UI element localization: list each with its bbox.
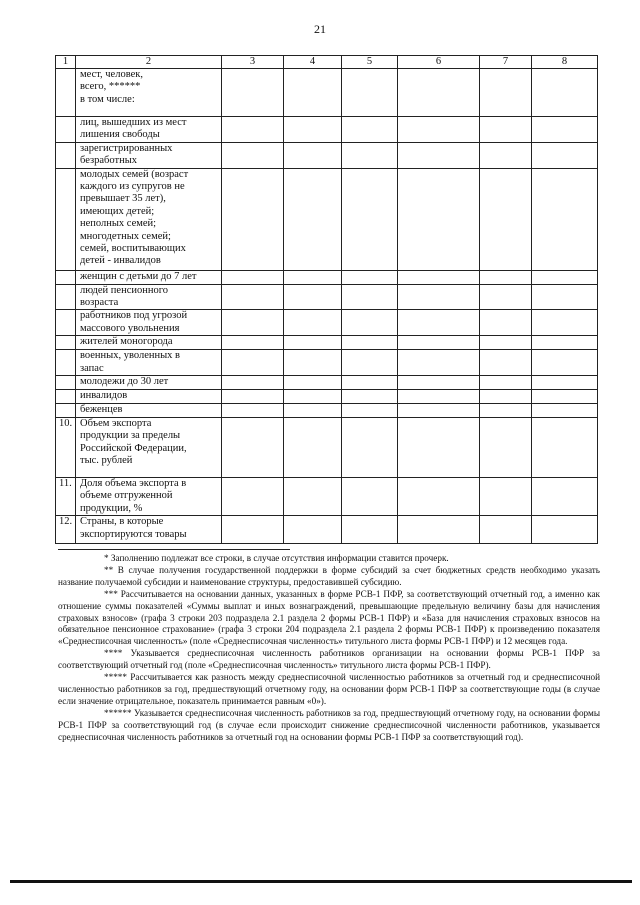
empty-cell	[398, 284, 480, 310]
empty-cell	[532, 418, 598, 478]
row-label: молодежи до 30 лет	[76, 376, 222, 390]
row-label: работников под угрозой массового увольнения	[76, 310, 222, 336]
empty-cell	[342, 270, 398, 284]
row-label: людей пенсионного возраста	[76, 284, 222, 310]
empty-cell	[398, 376, 480, 390]
column-header: 7	[480, 56, 532, 69]
empty-cell	[222, 418, 284, 478]
empty-cell	[342, 117, 398, 143]
empty-cell	[342, 478, 398, 516]
empty-cell	[284, 350, 342, 376]
column-header: 3	[222, 56, 284, 69]
empty-cell	[398, 350, 480, 376]
table-row	[56, 284, 598, 310]
empty-cell	[398, 310, 480, 336]
empty-cell	[222, 478, 284, 516]
empty-cell	[398, 516, 480, 544]
row-number	[56, 390, 76, 404]
empty-cell	[222, 390, 284, 404]
row-label: молодых семей (возраст каждого из супругов не превышает 35 лет), имеющих детей; неполных семей; многодетных семей; семей, воспитывающих детей - инвалидов	[76, 168, 222, 270]
empty-cell	[342, 404, 398, 418]
table-row	[56, 418, 598, 478]
empty-cell	[532, 310, 598, 336]
empty-cell	[342, 516, 398, 544]
row-number: 11.	[56, 478, 76, 516]
row-number	[56, 142, 76, 168]
row-number: 10.	[56, 418, 76, 478]
row-number	[56, 376, 76, 390]
empty-cell	[480, 478, 532, 516]
empty-cell	[532, 270, 598, 284]
empty-cell	[284, 284, 342, 310]
empty-cell	[284, 310, 342, 336]
empty-cell	[398, 270, 480, 284]
table-row	[56, 516, 598, 544]
table-row	[56, 117, 598, 143]
row-number	[56, 270, 76, 284]
empty-cell	[222, 350, 284, 376]
empty-cell	[222, 117, 284, 143]
empty-cell	[284, 336, 342, 350]
empty-cell	[398, 390, 480, 404]
empty-cell	[284, 117, 342, 143]
empty-cell	[480, 270, 532, 284]
row-label: женщин с детьми до 7 лет	[76, 270, 222, 284]
empty-cell	[398, 142, 480, 168]
empty-cell	[222, 310, 284, 336]
empty-cell	[284, 142, 342, 168]
table-row	[56, 404, 598, 418]
empty-cell	[284, 404, 342, 418]
row-label: зарегистрированных безработных	[76, 142, 222, 168]
table-row	[56, 310, 598, 336]
empty-cell	[532, 390, 598, 404]
row-label: военных, уволенных в запас	[76, 350, 222, 376]
table-row	[56, 168, 598, 270]
empty-cell	[532, 404, 598, 418]
table-row	[56, 69, 598, 117]
empty-cell	[480, 168, 532, 270]
empty-cell	[284, 270, 342, 284]
column-header: 2	[76, 56, 222, 69]
footnote-separator	[58, 549, 290, 550]
empty-cell	[480, 404, 532, 418]
empty-cell	[284, 69, 342, 117]
empty-cell	[222, 270, 284, 284]
empty-cell	[398, 478, 480, 516]
row-label: беженцев	[76, 404, 222, 418]
column-header: 8	[532, 56, 598, 69]
row-label: Страны, в которые экспортируются товары	[76, 516, 222, 544]
empty-cell	[398, 69, 480, 117]
row-label: инвалидов	[76, 390, 222, 404]
empty-cell	[284, 168, 342, 270]
empty-cell	[284, 478, 342, 516]
empty-cell	[342, 69, 398, 117]
empty-cell	[222, 284, 284, 310]
data-table	[55, 55, 598, 544]
empty-cell	[342, 168, 398, 270]
row-label: мест, человек, всего, ****** в том числе:	[76, 69, 222, 117]
empty-cell	[532, 69, 598, 117]
empty-cell	[480, 516, 532, 544]
row-number	[56, 117, 76, 143]
empty-cell	[342, 142, 398, 168]
table-row	[56, 350, 598, 376]
table-row	[56, 376, 598, 390]
table-header-row	[56, 56, 598, 69]
empty-cell	[284, 418, 342, 478]
row-number	[56, 404, 76, 418]
empty-cell	[480, 284, 532, 310]
empty-cell	[532, 117, 598, 143]
table-row	[56, 142, 598, 168]
footnote: ****** Указывается среднесписочная численность работников за год, предшествующий отчетному году, на основании формы РСВ-1 ПФР за соответствующий год (в случае если происходит снижение среднесписочной численности работников, указывается среднесписочная численность работников за отчетный год на основании формы РСВ-1 ПФР за соответствующий год).	[58, 707, 600, 742]
empty-cell	[342, 418, 398, 478]
empty-cell	[480, 142, 532, 168]
table-row	[56, 478, 598, 516]
footnotes	[58, 553, 600, 744]
footnote: *** Рассчитывается на основании данных, указанных в форме РСВ-1 ПФР, за соответствующий отчетный год, а именно как отношение суммы показателей «Суммы выплат и иных вознаграждений, превышающие предельную величину базы для начисления страховых взносов» (графа 3 строки 203 подраздела 2.1 раздела 2 формы РСВ-1 ПФР) и «База для начисления страховых взносов на обязательное пенсионное страхование» (графа 3 строки 204 подраздела 2.1 раздела 2 формы РСВ-1 ПФР) к произведению показателя «Среднесписочная численность» (поле «Среднесписочная численность» титульного листа формы РСВ-1 ПФР) и 12 месяцев года.	[58, 588, 600, 647]
empty-cell	[480, 376, 532, 390]
row-label: Объем экспорта продукции за пределы Российской Федерации, тыс. рублей	[76, 418, 222, 478]
empty-cell	[222, 516, 284, 544]
empty-cell	[532, 350, 598, 376]
empty-cell	[222, 376, 284, 390]
row-label: жителей моногорода	[76, 336, 222, 350]
footnote: **** Указывается среднесписочная численность работников организации на основании формы РСВ-1 ПФР за соответствующий отчетный год (поле «Среднесписочная численность» титульного листа формы РСВ-1 ПФР).	[58, 648, 600, 671]
empty-cell	[398, 117, 480, 143]
row-number	[56, 168, 76, 270]
empty-cell	[342, 336, 398, 350]
column-header: 4	[284, 56, 342, 69]
footnote: ***** Рассчитывается как разность между среднесписочной численностью работников за отчетный год и среднесписочной численностью работников за год, предшествующий отчетному году, на основании форм РСВ-1 ПФР за соответствующие годы (в случае если значение отрицательное, показатель принимается равным «0»).	[58, 672, 600, 706]
empty-cell	[398, 336, 480, 350]
row-number	[56, 69, 76, 117]
empty-cell	[532, 376, 598, 390]
empty-cell	[480, 310, 532, 336]
empty-cell	[222, 142, 284, 168]
row-number	[56, 336, 76, 350]
empty-cell	[222, 404, 284, 418]
empty-cell	[480, 390, 532, 404]
empty-cell	[222, 168, 284, 270]
empty-cell	[222, 336, 284, 350]
column-header: 1	[56, 56, 76, 69]
empty-cell	[342, 376, 398, 390]
row-label: лиц, вышедших из мест лишения свободы	[76, 117, 222, 143]
empty-cell	[480, 117, 532, 143]
table-body	[56, 69, 598, 544]
empty-cell	[398, 418, 480, 478]
empty-cell	[284, 376, 342, 390]
empty-cell	[342, 310, 398, 336]
empty-cell	[284, 516, 342, 544]
empty-cell	[532, 142, 598, 168]
empty-cell	[342, 390, 398, 404]
empty-cell	[532, 478, 598, 516]
empty-cell	[342, 284, 398, 310]
empty-cell	[532, 516, 598, 544]
empty-cell	[480, 350, 532, 376]
column-header: 6	[398, 56, 480, 69]
row-number: 12.	[56, 516, 76, 544]
row-number	[56, 350, 76, 376]
empty-cell	[284, 390, 342, 404]
empty-cell	[222, 69, 284, 117]
table-row	[56, 336, 598, 350]
empty-cell	[480, 69, 532, 117]
empty-cell	[398, 404, 480, 418]
empty-cell	[532, 168, 598, 270]
empty-cell	[532, 284, 598, 310]
footnote: ** В случае получения государственной поддержки в форме субсидий за счет бюджетных средств необходимо указать название получаемой субсидии и наименование структуры, предоставившей субсидию.	[58, 564, 600, 587]
table-row	[56, 390, 598, 404]
row-number	[56, 284, 76, 310]
empty-cell	[480, 418, 532, 478]
column-header: 5	[342, 56, 398, 69]
scan-edge-bar	[10, 880, 632, 883]
empty-cell	[342, 350, 398, 376]
empty-cell	[532, 336, 598, 350]
table-row	[56, 270, 598, 284]
footnote: * Заполнению подлежат все строки, в случае отсутствия информации ставится прочерк.	[104, 553, 449, 563]
empty-cell	[398, 168, 480, 270]
row-number	[56, 310, 76, 336]
empty-cell	[480, 336, 532, 350]
page-number: 21	[314, 22, 326, 36]
row-label: Доля объема экспорта в объеме отгруженной продукции, %	[76, 478, 222, 516]
